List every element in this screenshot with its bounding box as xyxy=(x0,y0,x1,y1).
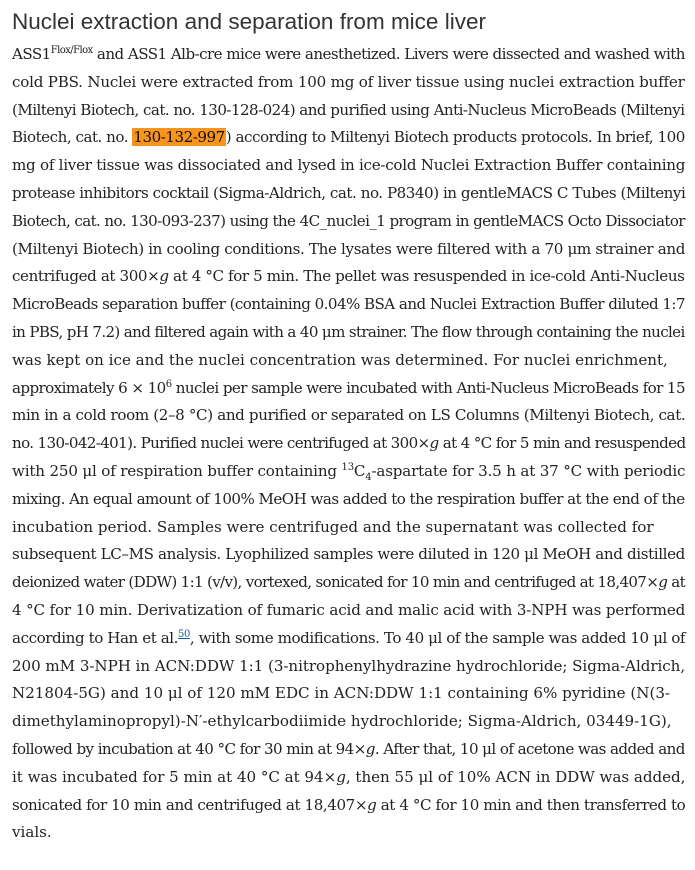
text-line-8: (Miltenyi Biotech) in cooling conditions. The lysates were filtered with a 70 μm strainer and xyxy=(12,239,686,258)
text: followed by incubation at 40 °C for 30 min at 94× xyxy=(12,739,366,758)
text-line-19: subsequent LC–MS analysis. Lyophilized samples were diluted in 120 μl MeOH and distilled xyxy=(12,545,685,564)
text-line-6: protease inhibitors cocktail (Sigma-Aldrich, cat. no. P8340) in gentleMACS C Tubes (Miltenyi xyxy=(12,183,686,202)
text-line-10: MicroBeads separation buffer (containing 0.04% BSA and Nuclei Extraction Buffer diluted 1:7 xyxy=(12,295,685,314)
text: at 4 °C for 5 min. The pellet was resuspended in ice-cold Anti-Nucleus xyxy=(168,267,685,286)
text-line-21: 4 °C for 10 min. Derivatization of fumaric acid and malic acid with 3-NPH was performed xyxy=(12,600,686,619)
text: , then 55 μl of 10% ACN in DDW was added, xyxy=(345,767,686,786)
superscript: 6 xyxy=(165,378,172,390)
text: it was incubated for 5 min at 40 °C at 94× xyxy=(12,767,337,786)
text-line-28 xyxy=(12,792,685,820)
text: -aspartate for 3.5 h at 37 °C with periodic xyxy=(371,461,686,480)
text: nuclei per sample were incubated with Anti-Nucleus MicroBeads for 15 xyxy=(171,378,685,397)
italic-g: g xyxy=(365,739,375,758)
text: according to Han et al. xyxy=(12,628,179,647)
text-line-23: 200 mM 3-NPH in ACN:DDW 1:1 (3-nitrophenylhydrazine hydrochloride; Sigma-Aldrich, xyxy=(12,656,686,675)
text: Biotech, cat. no. xyxy=(12,128,133,147)
text: at 4 °C for 5 min and resuspended xyxy=(438,434,686,453)
italic-g: g xyxy=(658,573,668,592)
methods-paragraph xyxy=(12,41,685,847)
text-line-4 xyxy=(12,124,685,152)
superscript: 13 xyxy=(341,461,354,473)
italic-g: g xyxy=(159,267,169,286)
italic-g: g xyxy=(336,767,346,786)
text-line-22 xyxy=(12,625,685,653)
text-line-20 xyxy=(12,569,685,597)
text-line-16 xyxy=(12,458,685,486)
text: centrifuged at 300× xyxy=(12,267,160,286)
text: at xyxy=(667,573,685,592)
text: at 4 °C for 10 min and then transferred to xyxy=(376,795,686,814)
text-line-24: N21804-5G) and 10 μl of 120 mM EDC in ACN:DDW 1:1 containing 6% pyridine (N(3- xyxy=(12,684,671,703)
highlighted-catalog-number: 130-132-997 xyxy=(133,128,225,147)
text: and ASS1 Alb-cre mice were anesthetized. Livers were dissected and washed with xyxy=(92,45,685,63)
reference-link[interactable]: 50 xyxy=(178,628,190,640)
text: with 250 μl of respiration buffer containing xyxy=(12,461,342,480)
text: deionized water (DDW) 1:1 (v/v), vortexed, sonicated for 10 min and centrifuged at 18,407× xyxy=(12,573,659,592)
text-line-17: mixing. An equal amount of 100% MeOH was added to the respiration buffer at the end of the xyxy=(12,489,685,508)
text-line-29: vials. xyxy=(12,823,52,842)
text: . After that, 10 μl of acetone was added and xyxy=(374,739,685,758)
text-line-13 xyxy=(12,375,685,403)
text-line-26 xyxy=(12,736,685,764)
text-line-15 xyxy=(12,430,685,458)
text-line-18: incubation period. Samples were centrifuged and the supernatant was collected for xyxy=(12,517,654,536)
italic-g: g xyxy=(367,795,377,814)
superscript: Flox/Flox xyxy=(50,44,93,56)
text: , with some modifications. To 40 μl of the sample was added 10 μl of xyxy=(189,628,686,647)
text: ASS1 xyxy=(12,45,51,63)
text: approximately 6 × 10 xyxy=(12,378,166,397)
text-line-14: min in a cold room (2–8 °C) and purified or separated on LS Columns (Miltenyi Biotech, cat. xyxy=(12,406,686,425)
text-line-11: in PBS, pH 7.2) and filtered again with a 40 μm strainer. The flow through containing the nuclei xyxy=(12,322,685,341)
subscript: 4 xyxy=(365,471,372,483)
text: C xyxy=(353,461,366,480)
text: ) according to Miltenyi Biotech products protocols. In brief, 100 xyxy=(225,128,685,147)
text-line-7: Biotech, cat. no. 130-093-237) using the 4C_nuclei_1 program in gentleMACS Octo Dissociator xyxy=(12,211,685,230)
text-line-9 xyxy=(12,263,685,291)
text-line-5: mg of liver tissue was dissociated and lysed in ice-cold Nuclei Extraction Buffer containing xyxy=(12,156,686,175)
text: no. 130-042-401). Purified nuclei were centrifuged at 300× xyxy=(12,434,430,453)
text-line-27 xyxy=(12,764,685,792)
text: sonicated for 10 min and centrifuged at 18,407× xyxy=(12,795,368,814)
text-line-1 xyxy=(12,41,685,69)
text-line-12: was kept on ice and the nuclei concentration was determined. For nuclei enrichment, xyxy=(12,350,668,369)
text-line-2: cold PBS. Nuclei were extracted from 100 mg of liver tissue using nuclei extraction buffer xyxy=(12,72,685,91)
italic-g: g xyxy=(429,434,439,453)
text-line-3: (Miltenyi Biotech, cat. no. 130-128-024) and purified using Anti-Nucleus MicroBeads (Miltenyi xyxy=(12,100,685,119)
text-line-25: dimethylaminopropyl)-N′-ethylcarbodiimide hydrochloride; Sigma-Aldrich, 03449-1G), xyxy=(12,712,672,731)
section-title: Nuclei extraction and separation from mice liver xyxy=(12,9,486,34)
